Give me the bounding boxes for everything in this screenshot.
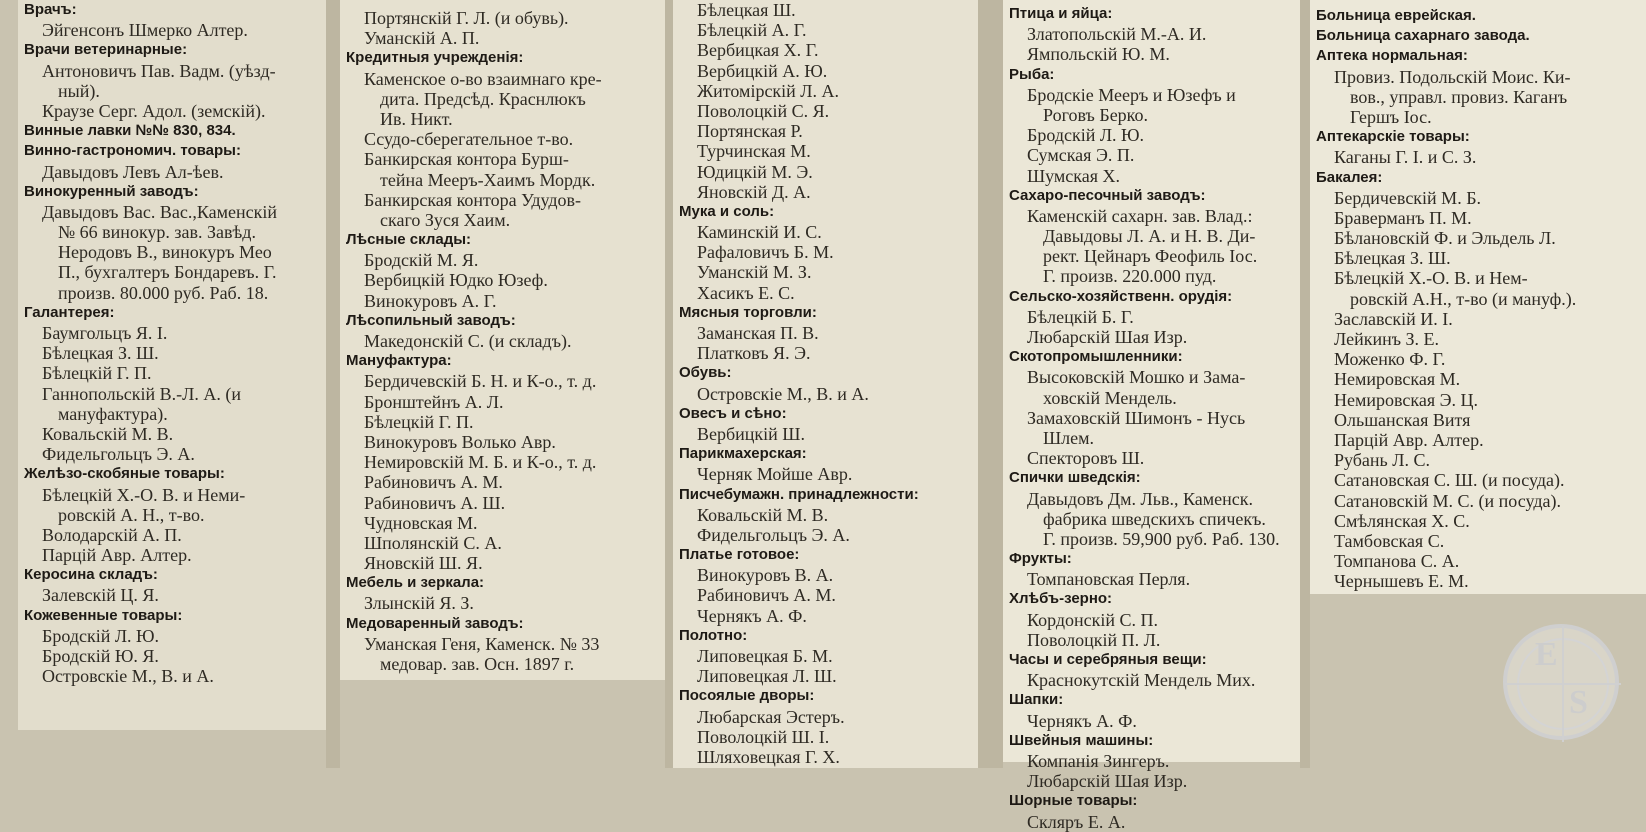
directory-entry: Бѣлецкій Г. П.	[42, 363, 152, 384]
directory-entry: Замаховскій Шимонъ - Нусь	[1027, 407, 1246, 428]
directory-column-3	[673, 0, 978, 768]
directory-entry: Шумская Х.	[1027, 165, 1121, 186]
directory-entry: Портянскій Г. Л. (и обувь).	[364, 8, 569, 28]
category-heading: Галантерея:	[24, 303, 115, 321]
entry-continuation: Неродовъ В., винокуръ Мео	[58, 242, 272, 263]
category-heading: Кожевенные товары:	[24, 606, 183, 624]
directory-entry: Скляръ Е. А.	[1027, 811, 1126, 832]
directory-entry: Бродскій М. Я.	[364, 250, 479, 271]
category-heading: Врачъ:	[24, 1, 77, 18]
entry-continuation: ховскій Мендель.	[1043, 387, 1177, 408]
directory-entry: Бѣлецкій Х.-О. В. и Нем-	[1334, 268, 1528, 289]
category-heading: Птица и яйца:	[1009, 5, 1113, 22]
directory-entry: Сумская Э. П.	[1027, 145, 1135, 166]
column-gap	[665, 0, 673, 768]
directory-entry: Кордонскій С. П.	[1027, 609, 1159, 630]
directory-entry: Яновскій Д. А.	[697, 181, 811, 202]
directory-entry: Баумгольцъ Я. I.	[42, 323, 168, 343]
entry-continuation: Г. произв. 59,900 руб. Раб. 130.	[1043, 528, 1280, 549]
directory-entry: Володарскій А. П.	[42, 524, 182, 545]
directory-entry: Краснокутскій Мендель Мих.	[1027, 670, 1256, 691]
directory-column-5	[1310, 0, 1646, 594]
directory-entry: Бѣлановскій Ф. и Эльдель Л.	[1334, 228, 1556, 249]
directory-entry: Вербицкій А. Ю.	[697, 60, 828, 81]
directory-entry: Каганы Г. I. и С. З.	[1334, 147, 1477, 168]
directory-entry: Платковъ Я. Э.	[697, 343, 811, 364]
entry-continuation: произв. 80.000 руб. Раб. 18.	[58, 282, 269, 303]
directory-entry: Уманскій А. П.	[364, 28, 480, 49]
directory-column-2	[340, 0, 665, 680]
entry-continuation: мануфактура).	[58, 403, 168, 424]
directory-entry: Каменское о-во взаимнаго кре-	[364, 68, 602, 89]
directory-entry: Островскіе М., В. и А.	[697, 383, 869, 404]
entry-continuation: скаго Зуся Хаим.	[380, 209, 511, 230]
directory-entry: Рабиновичъ А. М.	[364, 472, 503, 493]
column-gap	[978, 0, 1003, 768]
category-heading: Сельско-хозяйственн. орудія:	[1009, 287, 1233, 305]
entry-continuation: дита. Предсѣд. Краснлюкъ	[380, 88, 586, 109]
entry-continuation: П., бухгалтеръ Бондаревъ. Г.	[58, 262, 277, 283]
directory-entry: Чернышевъ Е. М.	[1334, 571, 1469, 592]
directory-entry: Портянская Р.	[697, 121, 803, 142]
directory-entry: Парцій Авр. Алтер.	[1334, 429, 1484, 450]
category-heading: Винные лавки №№ 830, 834.	[24, 122, 236, 140]
entry-continuation: рект. Цейнаръ Феофиль Іос.	[1043, 246, 1258, 267]
category-heading: Кредитныя учрежденія:	[346, 49, 524, 67]
directory-entry: Бѣлецкая З. Ш.	[42, 343, 159, 364]
category-heading: Бакалея:	[1316, 168, 1383, 186]
directory-entry: Каменскій сахарн. зав. Влад.:	[1027, 205, 1253, 226]
directory-entry: Бѣлецкій Х.-О. В. и Неми-	[42, 484, 246, 505]
entry-continuation: № 66 винокур. зав. Завѣд.	[58, 222, 256, 243]
category-heading: Желѣзо-скобяные товары:	[24, 465, 225, 483]
directory-entry: Винокуровъ В. А.	[697, 565, 834, 586]
directory-entry: Сатановскій М. С. (и посуда).	[1334, 490, 1561, 511]
directory-entry: Парцій Авр. Алтер.	[42, 545, 192, 566]
directory-entry: Шполянскій С. А.	[364, 532, 502, 553]
directory-entry: Ямпольскій Ю. М.	[1027, 44, 1170, 65]
directory-entry: Житомірскій Л. А.	[697, 80, 840, 101]
directory-entry: Каминскій И. С.	[697, 222, 822, 243]
category-heading: Рыба:	[1009, 65, 1055, 83]
category-heading: Больница сахарнаго завода.	[1316, 27, 1530, 45]
directory-entry: Банкирская контора Бурш-	[364, 149, 569, 170]
category-heading: Часы и серебряныя вещи:	[1009, 651, 1207, 668]
entry-continuation: Давыдовы Л. А. и Н. В. Ди-	[1043, 226, 1256, 247]
directory-entry: Любарскій Шая Изр.	[1027, 771, 1188, 792]
directory-column-1	[18, 0, 326, 730]
directory-entry: Томпанова С. А.	[1334, 551, 1460, 572]
category-heading: Шапки:	[1009, 691, 1064, 709]
stamp-letter-top: E	[1535, 636, 1558, 673]
directory-entry: Поволоцкій Ш. I.	[697, 726, 830, 747]
entry-continuation: ный).	[58, 80, 100, 101]
entry-continuation: тейна Мееръ-Хаимъ Мордк.	[380, 169, 596, 190]
directory-entry: Смѣлянская Х. С.	[1334, 510, 1470, 531]
directory-entry: Любарская Эстеръ.	[697, 706, 845, 727]
directory-entry: Ковальскій М. В.	[697, 504, 829, 525]
category-heading: Скотопромышленники:	[1009, 348, 1183, 366]
category-heading: Медоваренный заводъ:	[346, 614, 524, 632]
directory-entry: Чернякъ А. Ф.	[697, 605, 807, 626]
directory-entry: Банкирская контора Удудов-	[364, 189, 582, 210]
column-gap	[1300, 0, 1310, 768]
directory-entry: Вербицкій Юдко Юзеф.	[364, 270, 548, 291]
category-heading: Швейныя машины:	[1009, 731, 1154, 749]
category-heading: Лѣсные склады:	[346, 231, 472, 249]
directory-entry: Краузе Серг. Адол. (земскій).	[42, 100, 266, 121]
directory-entry: Юдицкій М. Э.	[697, 161, 813, 182]
directory-entry: Фидельгольцъ Э. А.	[697, 524, 850, 545]
directory-entry: Бѣлецкій А. Г.	[697, 20, 807, 41]
entry-continuation: фабрика шведскихъ спичекъ.	[1043, 508, 1266, 529]
directory-entry: Липовецкая Б. М.	[697, 646, 833, 666]
directory-entry: Уманская Геня, Каменск. № 33	[364, 633, 600, 654]
category-heading: Овесъ и сѣно:	[679, 404, 787, 422]
directory-entry: Винокуровъ Волько Авр.	[364, 431, 556, 452]
directory-entry: Немировская М.	[1334, 369, 1461, 390]
directory-entry: Рубань Л. С.	[1334, 450, 1430, 471]
directory-entry: Высоковскій Мошко и Зама-	[1027, 367, 1246, 388]
directory-entry: Вербицкій Ш.	[697, 423, 805, 444]
directory-entry: Ганнопольскій В.-Л. А. (и	[42, 383, 242, 404]
directory-entry: Моженко Ф. Г.	[1334, 349, 1446, 370]
stamp-letter-bottom: S	[1569, 684, 1588, 721]
directory-entry: Бронштейнъ А. Л.	[364, 391, 504, 412]
category-heading: Посоялые дворы:	[679, 687, 815, 705]
directory-entry: Спекторовъ Ш.	[1027, 448, 1145, 469]
category-heading: Обувь:	[679, 364, 732, 382]
directory-entry: Ковальскій М. В.	[42, 423, 174, 444]
category-heading: Хлѣбъ-зерно:	[1009, 590, 1113, 608]
entry-continuation: ровскій А.Н., т-во (и мануф.).	[1350, 288, 1577, 309]
directory-entry: Бѣлецкая Ш.	[697, 0, 796, 20]
entry-continuation: Роговъ Берко.	[1043, 104, 1149, 125]
directory-entry: Бѣлецкій Б. Г.	[1027, 306, 1134, 327]
category-heading: Полотно:	[679, 626, 748, 644]
category-heading: Платье готовое:	[679, 546, 800, 564]
directory-entry: Бѣлецкій Г. П.	[364, 411, 474, 432]
directory-entry: Немировская Э. Ц.	[1334, 389, 1479, 410]
category-heading: Мясныя торговли:	[679, 303, 817, 321]
category-heading: Мануфактура:	[346, 352, 452, 370]
category-heading: Врачи ветеринарные:	[24, 41, 188, 59]
category-heading: Лѣсопильный заводъ:	[346, 311, 516, 329]
directory-entry: Бердичевскій М. Б.	[1334, 187, 1482, 208]
directory-entry: Фидельгольцъ Э. А.	[42, 444, 195, 465]
category-heading: Мебель и зеркала:	[346, 574, 485, 592]
directory-entry: Лейкинъ З. Е.	[1334, 329, 1440, 349]
directory-column-4	[1003, 0, 1300, 832]
directory-entry: Эйгенсонъ Шмерко Алтер.	[42, 20, 248, 41]
directory-entry: Давыдовъ Левъ Ал-ѣев.	[42, 161, 224, 182]
directory-entry: Провиз. Подольскій Моис. Ки-	[1334, 66, 1571, 87]
directory-entry: Чудновская М.	[364, 512, 478, 533]
directory-entry: Бродскіе Мееръ и Юзефъ и	[1027, 84, 1236, 105]
category-heading: Парикмахерская:	[679, 445, 807, 463]
entry-continuation: ровскій А. Н., т-во.	[58, 504, 205, 525]
directory-entry: Бродскій Л. Ю.	[42, 625, 160, 646]
directory-entry: Чернякъ А. Ф.	[1027, 710, 1137, 731]
category-heading: Винокуренный заводъ:	[24, 182, 199, 200]
directory-entry: Бердичевскій Б. Н. и К-о., т. д.	[364, 371, 597, 392]
directory-entry: Браверманъ П. М.	[1334, 207, 1472, 228]
directory-entry: Бѣлецкая З. Ш.	[1334, 248, 1451, 269]
directory-entry: Давыдовъ Дм. Льв., Каменск.	[1027, 488, 1253, 509]
directory-entry: Липовецкая Л. Ш.	[697, 666, 837, 687]
directory-entry: Поволоцкій С. Я.	[697, 100, 830, 121]
directory-entry: Шляховецкая Г. Х.	[697, 746, 840, 767]
category-heading: Мука и соль:	[679, 202, 775, 220]
directory-entry: Островскіе М., В. и А.	[42, 666, 214, 687]
directory-entry: Златопольскій М.-А. И.	[1027, 24, 1207, 45]
category-heading: Спички шведскія:	[1009, 469, 1141, 487]
entry-continuation: Ив. Никт.	[380, 108, 453, 129]
directory-entry: Винокуровъ А. Г.	[364, 290, 497, 311]
directory-entry: Злынскій Я. З.	[364, 593, 474, 614]
directory-entry: Заславскій И. I.	[1334, 308, 1453, 329]
stamp-crosshair	[1562, 626, 1564, 742]
entry-continuation: медовар. зав. Осн. 1897 г.	[380, 654, 575, 674]
directory-entry: Любарскій Шая Изр.	[1027, 327, 1188, 347]
category-heading: Фрукты:	[1009, 550, 1072, 568]
directory-entry: Турчинская М.	[697, 141, 811, 162]
category-heading: Писчебумажн. принадлежности:	[679, 485, 919, 503]
column-gap	[326, 0, 340, 768]
directory-entry: Заманская П. В.	[697, 323, 819, 343]
category-heading: Сахаро-песочный заводъ:	[1009, 186, 1206, 204]
directory-entry: Томпановская Перля.	[1027, 569, 1191, 590]
directory-entry: Компанія Зингеръ.	[1027, 750, 1170, 771]
entry-continuation: Г. произв. 220.000 пуд.	[1043, 266, 1217, 287]
directory-entry: Поволоцкій П. Л.	[1027, 629, 1161, 650]
directory-entry: Хасикъ Е. С.	[697, 282, 795, 303]
watermark-stamp	[1503, 624, 1619, 740]
entry-continuation: вов., управл. провиз. Каганъ	[1350, 86, 1568, 107]
directory-entry: Антоновичъ Пав. Вадм. (уѣзд-	[42, 60, 276, 81]
directory-entry: Рабиновичъ А. М.	[697, 585, 836, 606]
entry-continuation: Гершъ Іос.	[1350, 106, 1432, 127]
directory-entry: Залевскій Ц. Я.	[42, 585, 159, 606]
directory-entry: Вербицкая Х. Г.	[697, 40, 819, 61]
category-heading: Аптекарскіе товары:	[1316, 128, 1470, 146]
directory-entry: Яновскій Ш. Я.	[364, 553, 483, 574]
category-heading: Больница еврейская.	[1316, 7, 1476, 24]
directory-entry: Немировскій М. Б. и К-о., т. д.	[364, 452, 597, 473]
directory-entry: Ольшанская Витя	[1334, 409, 1471, 430]
category-heading: Керосина складъ:	[24, 566, 158, 584]
directory-entry: Сатановская С. Ш. (и посуда).	[1334, 470, 1565, 491]
entry-continuation: Шлем.	[1043, 427, 1095, 448]
directory-entry: Рафаловичъ Б. М.	[697, 242, 834, 263]
directory-entry: Рабиновичъ А. Ш.	[364, 492, 506, 513]
directory-entry: Македонскій С. (и складъ).	[364, 331, 572, 351]
directory-entry: Бродскій Л. Ю.	[1027, 125, 1145, 146]
directory-entry: Бродскій Ю. Я.	[42, 646, 159, 666]
directory-entry: Тамбовская С.	[1334, 530, 1445, 551]
directory-entry: Уманскій М. З.	[697, 262, 812, 283]
category-heading: Аптека нормальная:	[1316, 47, 1468, 65]
directory-entry: Черняк Мойше Авр.	[697, 464, 853, 485]
category-heading: Винно-гастрономич. товары:	[24, 142, 241, 160]
category-heading: Шорные товары:	[1009, 792, 1138, 810]
directory-entry: Ссудо-сберегательное т-во.	[364, 129, 574, 150]
directory-entry: Давыдовъ Вас. Вас.,Каменскій	[42, 201, 277, 222]
